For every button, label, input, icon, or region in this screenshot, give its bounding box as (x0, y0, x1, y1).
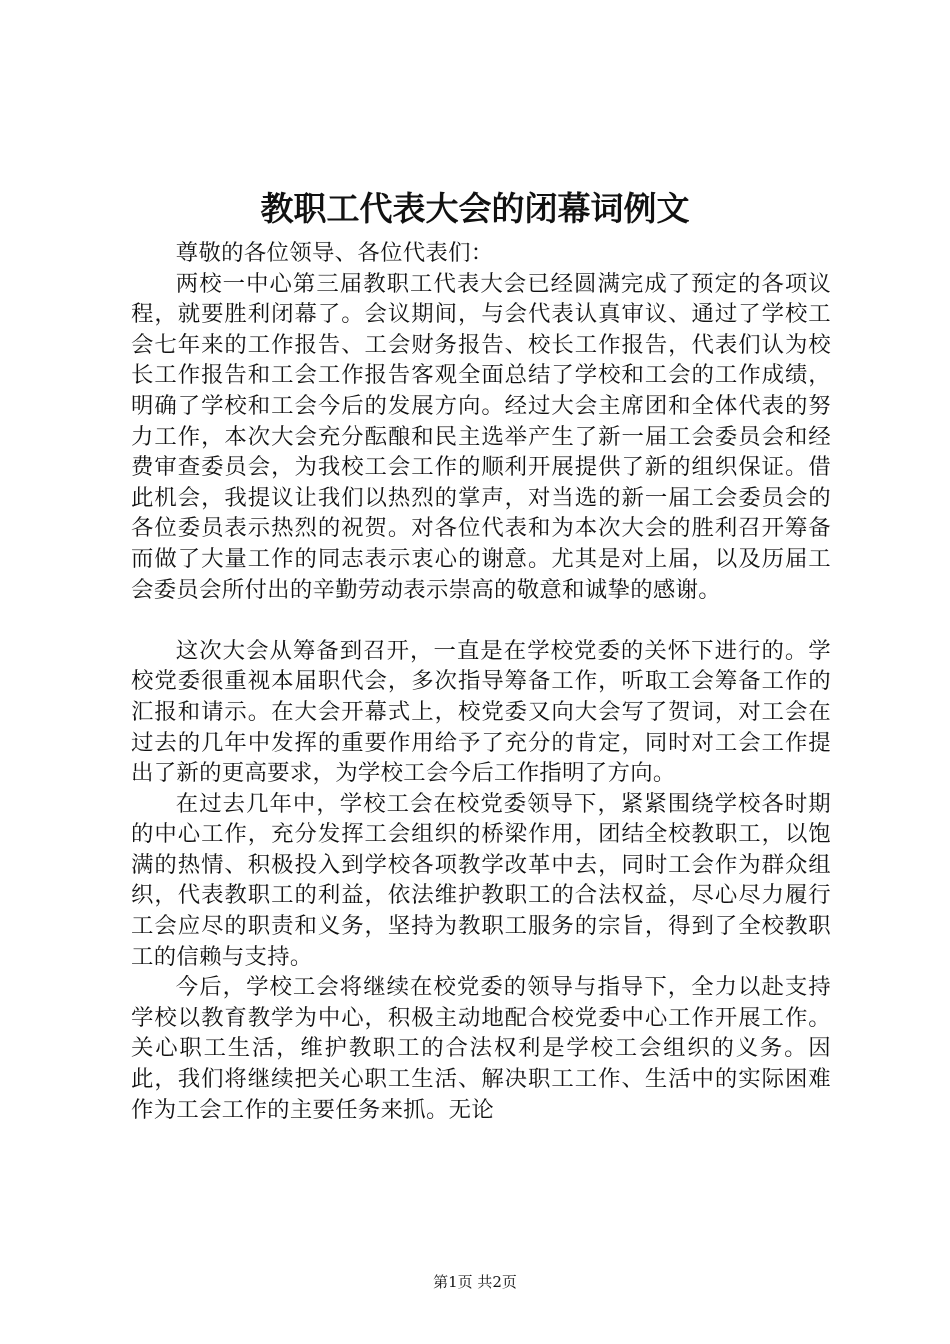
paragraph-4: 今后，学校工会将继续在校党委的领导与指导下，全力以赴支持学校以教育教学为中心，积极主动地配合校党委中心工作开展工作。关心职工生活，维护教职工的合法权利是学校工会组织的义务。因此，我们将继续把关心职工生活、解决职工工作、生活中的实际困难作为工会工作的主要任务来抓。无论 (131, 974, 831, 1123)
salutation: 尊敬的各位领导、各位代表们： (175, 240, 494, 266)
paragraph-3: 在过去几年中，学校工会在校党委领导下，紧紧围绕学校各时期的中心工作，充分发挥工会组织的桥梁作用，团结全校教职工，以饱满的热情、积极投入到学校各项教学改革中去，同时工会作为群众组织，代表教职工的利益，依法维护教职工的合法权益，尽心尽力履行工会应尽的职责和义务，坚持为教职工服务的宗旨，得到了全校教职工的信赖与支持。 (131, 790, 831, 970)
paragraph-1: 两校一中心第三届教职工代表大会已经圆满完成了预定的各项议程，就要胜利闭幕了。会议期间，与会代表认真审议、通过了学校工会七年来的工作报告、工会财务报告、校长工作报告，代表们认为校长工作报告和工会工作报告客观全面总结了学校和工会的工作成绩，明确了学校和工会今后的发展方向。经过大会主席团和全体代表的努力工作，本次大会充分酝酿和民主选举产生了新一届工会委员会和经费审查委员会，为我校工会工作的顺利开展提供了新的组织保证。借此机会，我提议让我们以热烈的掌声，对当选的新一届工会委员会的各位委员表示热烈的祝贺。对各位代表和为本次大会的胜利召开筹备而做了大量工作的同志表示衷心的谢意。尤其是对上届，以及历届工会委员会所付出的辛勤劳动表示崇高的敬意和诚挚的感谢。 (131, 270, 831, 603)
document-title: 教职工代表大会的闭幕词例文 (260, 189, 690, 228)
document-body (131, 238, 831, 1125)
paragraph-2: 这次大会从筹备到召开，一直是在学校党委的关怀下进行的。学校党委很重视本届职代会，多次指导筹备工作，听取工会筹备工作的汇报和请示。在大会开幕式上，校党委又向大会写了贺词，对工会在过去的几年中发挥的重要作用给予了充分的肯定，同时对工会工作提出了新的更高要求，为学校工会今后工作指明了方向。 (131, 637, 831, 787)
page-number: 第1页 共2页 (433, 1273, 517, 1291)
